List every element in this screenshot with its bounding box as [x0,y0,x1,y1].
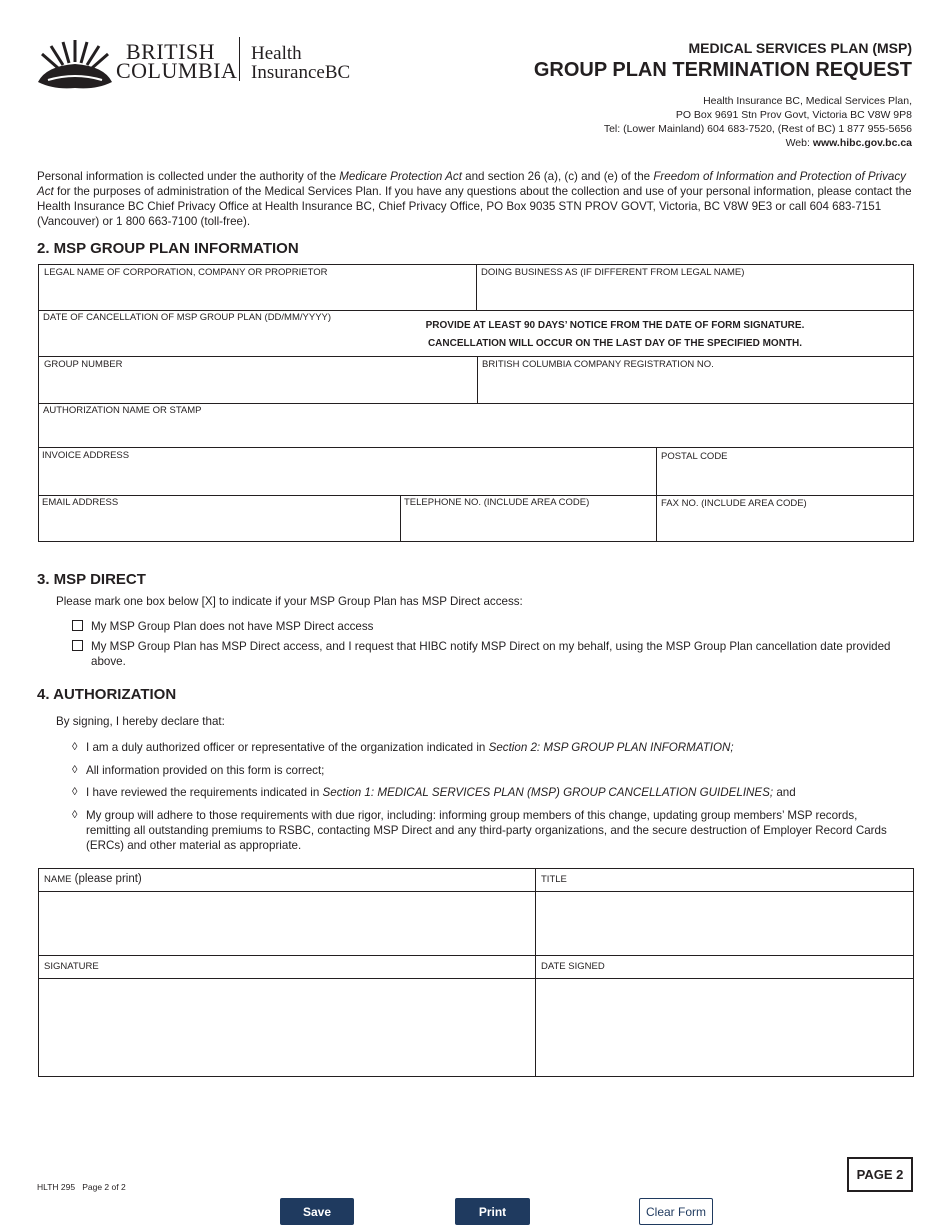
cancel-date-label: DATE OF CANCELLATION OF MSP GROUP PLAN (DD/MM/YYYY) [43,312,332,323]
declaration-4-line-2: remitting all outstanding premiums to RSBC, contacting MSP Direct and any third-party organizations, and the secure destruction of Employer Record Cards [86,824,887,837]
legal-name-input[interactable] [43,281,475,309]
email-input[interactable] [42,511,400,540]
grid-line [39,495,913,496]
name-label [44,873,142,886]
option-2-label [91,639,911,669]
fax-label: FAX NO. (INCLUDE AREA CODE) [661,498,807,509]
clear-form-button[interactable]: Clear Form [639,1198,713,1225]
group-number-input[interactable] [43,373,475,401]
has-msp-direct-checkbox[interactable] [72,640,83,651]
cancel-date-input[interactable] [43,327,347,355]
address-line-2: PO Box 9691 Stn Prov Govt, Victoria BC V8W 9P8 [675,109,912,121]
logo-line-1: BRITISH [126,39,216,64]
grid-line [39,403,913,404]
grid-line [400,495,401,541]
grid-line [39,310,913,311]
telephone-label: TELEPHONE NO. (INCLUDE AREA CODE) [404,497,590,508]
date-signed-input[interactable] [541,982,913,1074]
logo-divider [239,37,240,81]
web-link[interactable]: www.hibc.gov.bc.ca [812,137,912,149]
page-of-text: Page 2 of 2 [82,1182,126,1192]
invoice-address-input[interactable] [42,464,656,494]
legal-name-label: LEGAL NAME OF CORPORATION, COMPANY OR PROPRIETOR [44,267,328,278]
grid-line [39,447,913,448]
name-label-text: NAME [44,874,72,885]
grid-line [656,447,657,541]
bc-registration-input[interactable] [482,373,914,401]
invoice-address-label: INVOICE ADDRESS [42,450,130,461]
form-code [37,1182,126,1192]
name-input[interactable] [43,895,535,953]
option-2-line-1: My MSP Group Plan has MSP Direct access, and I request that HIBC notify MSP Direct on my behalf, using the MSP Group Plan cancellation date provided [91,640,891,653]
bullet-diamond-icon: ◊ [72,786,78,798]
section-4-title: 4. AUTHORIZATION [37,686,177,703]
notice-text [339,317,891,353]
declaration-3 [86,785,796,800]
option-1-label: My MSP Group Plan does not have MSP Direct access [91,620,374,633]
section-3-title: 3. MSP DIRECT [37,571,146,588]
declaration-1-ref: Section 2: MSP GROUP PLAN INFORMATION; [488,741,734,754]
notice-line-2: CANCELLATION WILL OCCUR ON THE LAST DAY OF THE SPECIFIED MONTH. [427,338,803,349]
telephone-input[interactable] [404,511,656,540]
privacy-text-3: for the purposes of administration of the Medical Services Plan. If you have any questions about the collection and use of your personal information, please contact the Health Insurance BC Chief Privacy Office at Health Insurance BC, Chief Privacy Office, PO Box 9035 STN PROV GOVT, Victoria, BC V8W 9E3 or call 604 683-7151 (Vancouver) or 1 800 663-7100 (toll-free). [37,185,912,228]
grid-line [39,891,913,892]
privacy-act-1: Medicare Protection Act [339,170,462,183]
bc-registration-label: BRITISH COLUMBIA COMPANY REGISTRATION NO. [482,359,714,370]
notice-line-1: PROVIDE AT LEAST 90 DAYS’ NOTICE FROM THE DATE OF FORM SIGNATURE. [425,320,805,331]
section-4-intro: By signing, I hereby declare that: [56,715,225,728]
grid-line [535,869,536,1076]
bc-sun-logo-icon [36,36,114,90]
option-2-line-2: above. [91,655,126,668]
logo-line-2: COLUMBIA [116,58,238,83]
email-label: EMAIL ADDRESS [42,497,119,508]
no-msp-direct-checkbox[interactable] [72,620,83,631]
bc-wordmark [116,39,238,83]
bullet-diamond-icon: ◊ [72,764,78,776]
title-label: TITLE [541,874,567,885]
declaration-1-text: I am a duly authorized officer or representative of the organization indicated in [86,741,489,754]
page-badge: PAGE 2 [847,1157,913,1192]
authorization-grid [38,868,914,1077]
privacy-text-2: and section 26 (a), (c) and (e) of the [461,170,654,183]
privacy-text-1: Personal information is collected under the authority of the [37,170,340,183]
grid-line [476,265,477,310]
auth-name-label: AUTHORIZATION NAME OR STAMP [43,405,202,416]
group-number-label: GROUP NUMBER [44,359,123,370]
grid-line [477,356,478,403]
bullet-diamond-icon: ◊ [72,809,78,821]
declaration-3-text: I have reviewed the requirements indicated in [86,786,323,799]
declaration-3-ref: Section 1: MEDICAL SERVICES PLAN (MSP) GROUP CANCELLATION GUIDELINES; [322,786,774,799]
doing-business-label: DOING BUSINESS AS (IF DIFFERENT FROM LEGAL NAME) [481,267,745,278]
title-input[interactable] [541,895,913,953]
declaration-4-line-1: My group will adhere to those requirements with due rigor, including: informing group members of this change, updating group members’ MSP records, [86,809,858,822]
web-label: Web: [785,137,813,149]
hibc-wordmark [251,44,350,82]
grid-line [39,356,913,357]
grid-line [39,978,913,979]
doing-business-input[interactable] [481,281,913,309]
hibc-line-2: InsuranceBC [251,62,351,83]
auth-name-input[interactable] [43,419,913,446]
grid-line [39,955,913,956]
form-header [392,40,912,83]
date-signed-label: DATE SIGNED [541,961,605,972]
bullet-diamond-icon: ◊ [72,741,78,753]
form-code-text: HLTH 295 [37,1182,76,1192]
signature-label: SIGNATURE [44,961,99,972]
declaration-4 [86,808,912,853]
hibc-line-1: Health [251,43,302,64]
signature-area[interactable] [43,982,531,1072]
declaration-4-line-3: (ERCs) and other material as appropriate. [86,839,302,852]
form-subtitle: MEDICAL SERVICES PLAN (MSP) [688,40,912,56]
print-button[interactable]: Print [455,1198,530,1225]
declaration-3-end: and [773,786,796,799]
privacy-act-2: Freedom of Information and Protection of Privacy Act [37,170,906,198]
address-line-1: Health Insurance BC, Medical Services Plan, [703,95,912,107]
section-2-title: 2. MSP GROUP PLAN INFORMATION [37,240,299,257]
declaration-1 [86,740,734,755]
web-line [452,136,912,150]
fax-input[interactable] [661,512,913,540]
form-title: GROUP PLAN TERMINATION REQUEST [533,59,912,81]
section-3-intro: Please mark one box below [X] to indicate if your MSP Group Plan has MSP Direct access: [56,595,523,608]
declaration-2: All information provided on this form is correct; [86,764,325,777]
name-label-hint: (please print) [71,873,142,885]
bc-logo [36,36,356,92]
contact-address [452,94,912,150]
privacy-notice [37,169,913,229]
postal-code-input[interactable] [661,465,913,494]
address-line-3: Tel: (Lower Mainland) 604 683-7520, (Rest of BC) 1 877 955-5656 [603,123,912,135]
group-plan-info-grid [38,264,914,542]
save-button[interactable]: Save [280,1198,354,1225]
postal-code-label: POSTAL CODE [661,451,728,462]
